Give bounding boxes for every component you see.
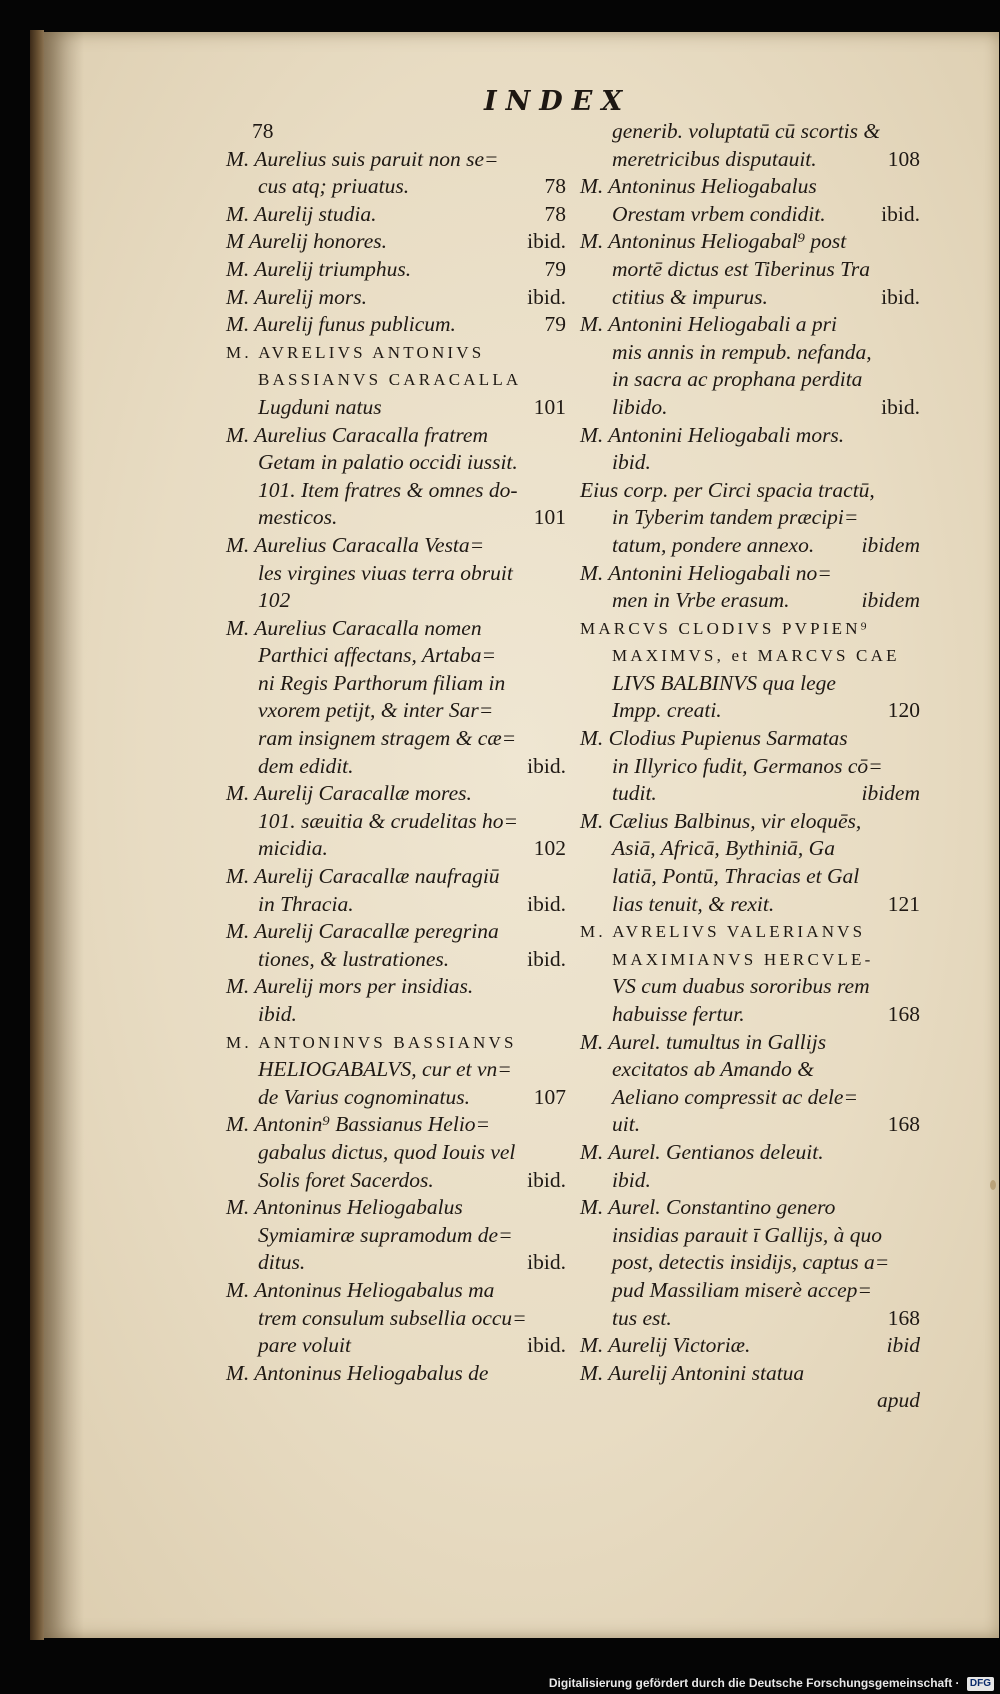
index-line-text: pud Massiliam miserè accep=: [612, 1277, 872, 1302]
index-entry: [226, 201, 566, 229]
index-line: [580, 1029, 920, 1057]
index-line: [226, 697, 566, 725]
index-line: [226, 422, 566, 450]
index-entry: [226, 918, 566, 973]
index-line-text: pare voluit: [258, 1333, 351, 1358]
index-line-text: M. Antonini Heliogabali a pri: [580, 312, 838, 337]
page-reference: ibid.: [527, 753, 566, 778]
top-page-number: 78: [252, 119, 274, 143]
index-line-text: lias tenuit, & rexit.: [612, 891, 775, 916]
index-line-text: M. Aurelij Antonini statua: [580, 1360, 805, 1385]
page-reference: 121: [887, 891, 920, 916]
index-line-text: LIVS BALBINVS qua lege: [612, 670, 836, 695]
index-line-text: tatum, pondere annexo.: [612, 532, 815, 557]
index-line-text: M Aurelij honores.: [226, 229, 388, 254]
index-line: [580, 1332, 920, 1360]
gutter-shadow: [44, 32, 84, 1638]
index-line-text: ctitius & impurus.: [612, 284, 768, 309]
right-entries: [580, 118, 920, 1387]
index-line: [580, 863, 920, 891]
index-line: [226, 256, 566, 284]
index-line-text: mis annis in rempub. nefanda,: [612, 339, 872, 364]
index-entry: [580, 615, 920, 725]
index-line-text: M. Antonin⁹ Bassianus Helio=: [226, 1112, 491, 1137]
footer-credit: [0, 1672, 994, 1694]
index-line: [226, 1222, 566, 1250]
index-line-text: micidia.: [258, 836, 328, 861]
index-line-text: M. Antonini Heliogabali mors.: [580, 422, 845, 447]
page-reference: 78: [544, 201, 566, 226]
index-line-text: cus atq; priuatus.: [258, 174, 410, 199]
index-entry: [226, 1029, 566, 1112]
index-line: [580, 449, 920, 477]
dfg-logo: DFG: [967, 1677, 994, 1691]
index-line-text: Solis foret Sacerdos.: [258, 1167, 434, 1192]
index-line: [226, 366, 566, 394]
index-line-text: M. Clodius Pupienus Sarmatas: [580, 726, 848, 751]
page-reference: 79: [544, 312, 566, 337]
index-entry: [226, 146, 566, 201]
index-line: [226, 311, 566, 339]
index-line: [226, 725, 566, 753]
index-entry: [580, 560, 920, 615]
index-line-text: gabalus dictus, quod Iouis vel: [258, 1139, 516, 1164]
index-line: [580, 284, 920, 312]
index-line-text: M. Antoninus Heliogabalus: [226, 1195, 463, 1220]
index-line: [226, 973, 566, 1001]
index-line-text: ibid.: [612, 450, 651, 475]
index-line-text: les virgines viuas terra obruit: [258, 560, 513, 585]
index-line: [580, 615, 920, 643]
index-line-text: ni Regis Parthorum filiam in: [258, 670, 506, 695]
index-entry: [226, 863, 566, 918]
index-entry: [226, 422, 566, 532]
index-line-text: M. Aurelij Caracallæ naufragiū: [226, 864, 500, 889]
index-line: [580, 1194, 920, 1222]
index-line: [580, 339, 920, 367]
index-line-text: 101. Item fratres & omnes do-: [258, 477, 518, 502]
index-line-text: mortē dictus est Tiberinus Tra: [612, 256, 871, 281]
index-line: [580, 1222, 920, 1250]
index-line: [226, 201, 566, 229]
index-entry: [226, 973, 566, 1028]
page-reference: 108: [887, 146, 920, 171]
index-line: [226, 642, 566, 670]
index-line: [226, 891, 566, 919]
page-reference: ibid.: [527, 229, 566, 254]
index-line-text: M. Antoninus Heliogabal⁹ post: [580, 229, 847, 254]
index-line-text: M. Aurelij triumphus.: [226, 256, 412, 281]
index-line: [580, 780, 920, 808]
index-line: [580, 1111, 920, 1139]
page-reference: 102: [533, 836, 566, 861]
running-head: INDEX: [484, 86, 632, 117]
index-entry: [580, 1029, 920, 1139]
page-reference: ibid.: [881, 284, 920, 309]
index-entry: [226, 311, 566, 339]
index-line-text: M. Antoninus Heliogabalus ma: [226, 1277, 495, 1302]
index-line: [580, 1277, 920, 1305]
index-line: [580, 532, 920, 560]
index-line: [226, 615, 566, 643]
index-line-text: dem edidit.: [258, 753, 354, 778]
index-line-text: M. AVRELIVS ANTONIVS: [226, 342, 485, 362]
index-line-text: tudit.: [612, 781, 657, 806]
index-line: [580, 891, 920, 919]
index-line: [580, 560, 920, 588]
index-line-text: in Illyrico fudit, Germanos cō=: [612, 753, 883, 778]
index-line-text: Parthici affectans, Artaba=: [258, 643, 497, 668]
index-line: [226, 173, 566, 201]
index-line-text: in Thracia.: [258, 891, 354, 916]
index-line: [580, 228, 920, 256]
index-entry: [226, 615, 566, 781]
index-line: [580, 394, 920, 422]
index-entry: [226, 1360, 566, 1388]
index-line-text: Aeliano compressit ac dele=: [612, 1084, 858, 1109]
index-line: [226, 1249, 566, 1277]
index-line-text: men in Vrbe erasum.: [612, 588, 790, 613]
index-line-text: tus est.: [612, 1305, 672, 1330]
right-column: [580, 118, 920, 1415]
page-stain: [990, 1180, 996, 1190]
book-binding: [30, 30, 44, 1640]
index-line: [580, 946, 920, 974]
index-line-text: MAXIMIANVS HERCVLE-: [612, 949, 874, 969]
index-entry: [580, 173, 920, 228]
index-line: [226, 946, 566, 974]
index-line-text: Impp. creati.: [612, 698, 722, 723]
index-line: [580, 973, 920, 1001]
index-line-text: M. Aurelius Caracalla fratrem: [226, 422, 488, 447]
index-line-text: M. Antoninus Heliogabalus de: [226, 1360, 489, 1385]
page-reference: 168: [887, 1305, 920, 1330]
page-reference: 79: [544, 256, 566, 281]
index-line-text: insidias parauit ī Gallijs, à quo: [612, 1222, 882, 1247]
index-line-text: libido.: [612, 394, 668, 419]
index-line: [580, 1001, 920, 1029]
index-line: [580, 835, 920, 863]
index-line: [580, 422, 920, 450]
index-entry: [580, 311, 920, 421]
index-entry: [580, 1360, 920, 1388]
index-line: [226, 587, 566, 615]
index-line-text: uit.: [612, 1112, 641, 1137]
page-reference: ibid.: [881, 201, 920, 226]
index-line-text: ibid.: [612, 1167, 651, 1192]
index-line-text: MAXIMVS, et MARCVS CAE: [612, 646, 900, 666]
catchword: apud: [877, 1388, 920, 1413]
index-line: [580, 173, 920, 201]
index-line-text: Orestam vrbem condidit.: [612, 201, 826, 226]
index-line: [580, 1139, 920, 1167]
index-line-text: generib. voluptatū cū scortis &: [612, 119, 881, 143]
index-line-text: ram insignem stragem & cæ=: [258, 726, 517, 751]
index-line-text: in Tyberim tandem præcipi=: [612, 505, 859, 530]
index-line: [580, 753, 920, 781]
index-entry: [226, 1194, 566, 1277]
index-line: [226, 532, 566, 560]
index-line-text: M. Aurelius suis paruit non se=: [226, 146, 499, 171]
index-entry: [226, 1277, 566, 1360]
page-reference: 168: [887, 1002, 920, 1026]
index-line-text: M. Aurel. tumultus in Gallijs: [580, 1029, 827, 1054]
index-line: [226, 1360, 566, 1388]
index-line: [226, 1194, 566, 1222]
index-line-text: tiones, & lustrationes.: [258, 946, 450, 971]
index-line: [580, 366, 920, 394]
index-line: [226, 1277, 566, 1305]
index-line-text: 102: [258, 588, 291, 613]
index-line: [226, 753, 566, 781]
index-line: [580, 1305, 920, 1333]
index-line-text: M. Cælius Balbinus, vir eloquēs,: [580, 808, 862, 833]
page-reference: 101: [533, 505, 566, 530]
index-line: [226, 808, 566, 836]
index-entry: [226, 256, 566, 284]
index-line-text: M. Aurelius Caracalla Vesta=: [226, 532, 485, 557]
index-line: [580, 1056, 920, 1084]
index-line: [580, 311, 920, 339]
index-line: [226, 339, 566, 367]
page-reference: 78: [544, 174, 566, 199]
index-line-text: M. Antoninus Heliogabalus: [580, 174, 817, 199]
index-line-text: trem consulum subsellia occu=: [258, 1305, 527, 1330]
index-line-text: M. Antonini Heliogabali no=: [580, 560, 832, 585]
index-line: [226, 1332, 566, 1360]
index-entry: [226, 532, 566, 615]
index-line: [226, 1056, 566, 1084]
index-line: [580, 146, 920, 174]
index-line-text: VS cum duabus sororibus rem: [612, 974, 870, 999]
index-entry: [580, 228, 920, 311]
index-line: [226, 670, 566, 698]
index-line-text: Getam in palatio occidi iussit.: [258, 450, 518, 475]
index-line-text: habuisse fertur.: [612, 1002, 745, 1026]
index-line-text: ditus.: [258, 1250, 306, 1275]
page-reference: ibid.: [881, 394, 920, 419]
index-line: [226, 504, 566, 532]
left-column: [226, 118, 566, 1387]
index-entry: [580, 1194, 920, 1332]
index-entry: [580, 1139, 920, 1194]
index-line: [580, 642, 920, 670]
page-reference: ibid.: [527, 1167, 566, 1192]
index-entry: [580, 808, 920, 918]
index-line-text: post, detectis insidijs, captus a=: [612, 1250, 890, 1275]
page-reference: 101: [533, 394, 566, 419]
index-line-text: ibid.: [258, 1002, 297, 1026]
index-line: [226, 1084, 566, 1112]
index-entry: [226, 284, 566, 312]
index-entry: [580, 918, 920, 1028]
footer-text: Digitalisierung gefördert durch die Deutsche Forschungsgemeinschaft ·: [548, 1676, 960, 1690]
index-entry: [226, 1111, 566, 1194]
index-line: [580, 1167, 920, 1195]
left-entries: [226, 146, 566, 1388]
index-line: [580, 504, 920, 532]
index-line-text: M. Aurelij mors per insidias.: [226, 974, 474, 999]
index-line: [226, 863, 566, 891]
index-line: [580, 1360, 920, 1388]
page-reference: 168: [887, 1112, 920, 1137]
index-line: [580, 201, 920, 229]
index-line: [580, 118, 920, 146]
index-line-text: M. Aurelij Victoriæ.: [580, 1333, 751, 1358]
index-line: [580, 697, 920, 725]
index-line: [226, 449, 566, 477]
index-entry: [580, 725, 920, 808]
index-entry: [226, 339, 566, 422]
index-line: [226, 1029, 566, 1057]
index-line: [580, 256, 920, 284]
index-line: [226, 146, 566, 174]
index-line-text: MARCVS CLODIVS PVPIEN⁹: [580, 618, 870, 638]
index-line: [226, 1167, 566, 1195]
index-line: [226, 1001, 566, 1029]
index-line: [580, 808, 920, 836]
page-reference: ibidem: [861, 781, 920, 806]
index-line: [226, 835, 566, 863]
index-line-text: vxorem petijt, & inter Sar=: [258, 698, 494, 723]
index-line-text: M. Aurelius Caracalla nomen: [226, 615, 482, 640]
index-entry: [580, 118, 920, 173]
index-line-text: M. Aurelij funus publicum.: [226, 312, 456, 337]
index-line: [580, 477, 920, 505]
index-line-text: latiā, Pontū, Thracias et Gal: [612, 864, 860, 889]
index-line-text: excitatos ab Amando &: [612, 1057, 815, 1082]
index-line-text: M. Aurel. Gentianos deleuit.: [580, 1139, 824, 1164]
index-line-text: meretricibus disputauit.: [612, 146, 817, 171]
index-line: [580, 1249, 920, 1277]
index-line: [580, 670, 920, 698]
index-line: [226, 228, 566, 256]
index-entry: [580, 477, 920, 560]
index-line-text: Asiā, Africā, Bythiniā, Ga: [612, 836, 835, 861]
page-reference: 107: [533, 1084, 566, 1109]
index-line-text: M. Aurelij Caracallæ mores.: [226, 781, 472, 806]
page-reference: ibid.: [527, 1333, 566, 1358]
index-line-text: M. AVRELIVS VALERIANVS: [580, 922, 866, 942]
index-line-text: in sacra ac prophana perdita: [612, 367, 863, 392]
index-line: [226, 394, 566, 422]
index-entry: [580, 1332, 920, 1360]
index-line-text: HELIOGABALVS, cur et vn=: [258, 1057, 512, 1082]
index-line-text: mesticos.: [258, 505, 338, 530]
index-line: [226, 477, 566, 505]
index-line: [226, 1111, 566, 1139]
index-line-text: 101. sæuitia & crudelitas ho=: [258, 808, 518, 833]
index-line: [580, 725, 920, 753]
index-line-text: M. Aurelij Caracallæ peregrina: [226, 919, 499, 944]
index-line: [226, 284, 566, 312]
index-line: [580, 1084, 920, 1112]
index-line-text: Eius corp. per Circi spacia tractū,: [580, 477, 875, 502]
page-reference: ibid.: [527, 891, 566, 916]
page-reference: ibid.: [527, 284, 566, 309]
index-line-text: M. Aurelij mors.: [226, 284, 367, 309]
index-line-text: M. Aurel. Constantino genero: [580, 1195, 836, 1220]
index-line: [226, 780, 566, 808]
index-line-text: de Varius cognominatus.: [258, 1084, 471, 1109]
index-line: [580, 587, 920, 615]
index-line-text: M. Aurelij studia.: [226, 201, 377, 226]
page-reference: ibidem: [861, 532, 920, 557]
index-line: [226, 918, 566, 946]
index-entry: [580, 422, 920, 477]
index-line-text: Lugduni natus: [258, 394, 382, 419]
page-reference: 120: [887, 698, 920, 723]
index-line-text: BASSIANVS CARACALLA: [258, 370, 522, 390]
index-line: [226, 1139, 566, 1167]
page-reference: ibidem: [861, 588, 920, 613]
index-entry: [226, 780, 566, 863]
index-entry: [226, 228, 566, 256]
page-reference: ibid: [886, 1333, 920, 1358]
page-reference: ibid.: [527, 946, 566, 971]
index-line: [580, 918, 920, 946]
index-line-text: M. ANTONINVS BASSIANVS: [226, 1032, 517, 1052]
index-line-text: Symiamiræ supramodum de=: [258, 1222, 513, 1247]
index-line: [226, 1305, 566, 1333]
index-line: [226, 560, 566, 588]
page-reference: ibid.: [527, 1250, 566, 1275]
